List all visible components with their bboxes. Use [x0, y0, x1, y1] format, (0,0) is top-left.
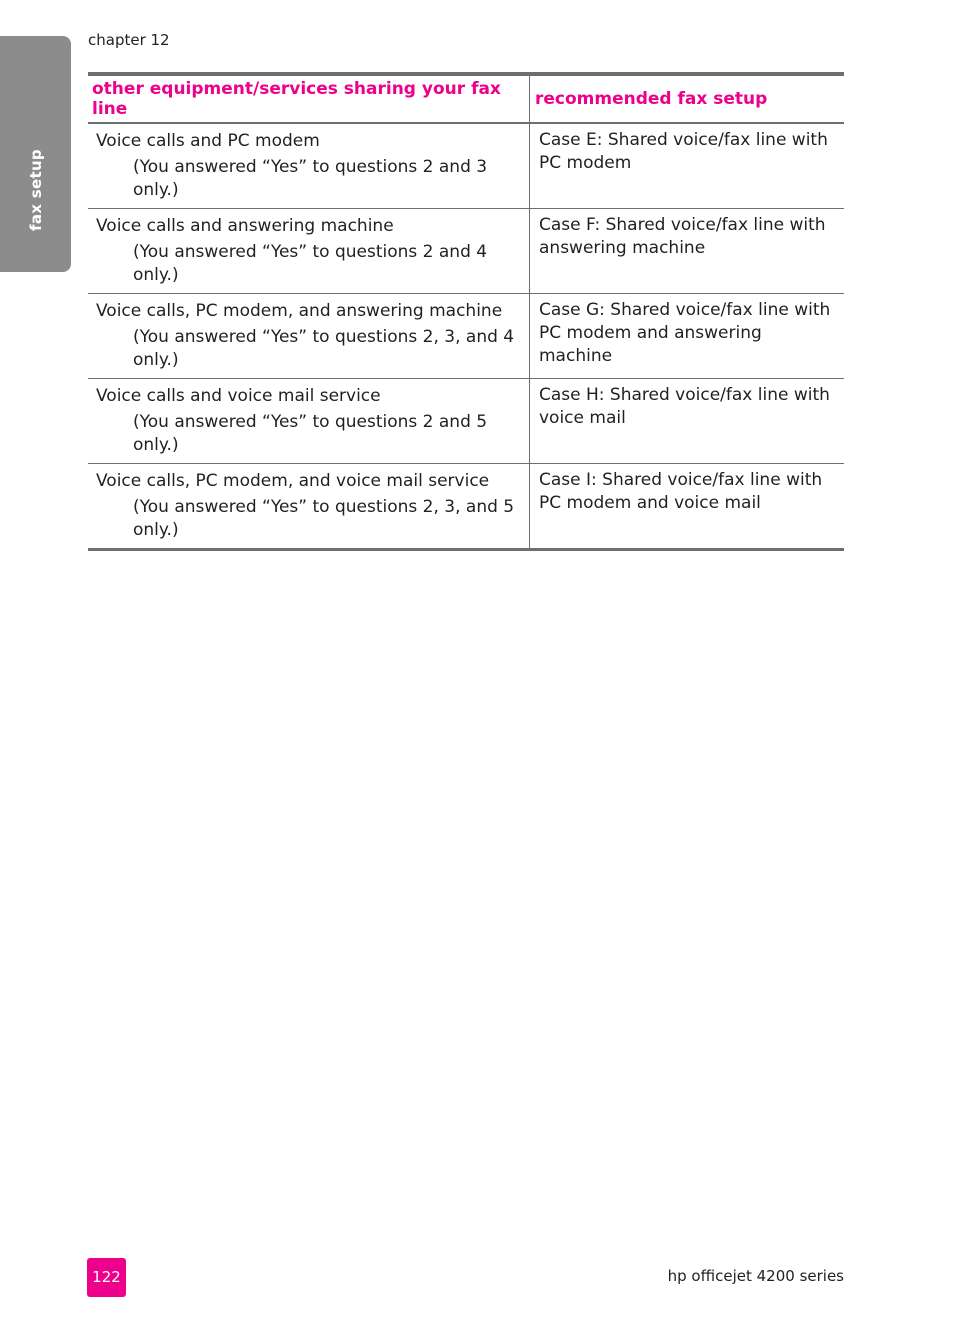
- equipment-cell: [88, 209, 530, 294]
- equipment-cell: [88, 294, 530, 379]
- setup-cell: Case G: Shared voice/fax line with PC modem and answering machine: [530, 294, 845, 379]
- answered-text: (You answered “Yes” to questions 2 and 3 only.): [133, 157, 488, 200]
- equipment-cell: [88, 379, 530, 464]
- setup-cell: Case E: Shared voice/fax line with PC modem: [530, 123, 845, 209]
- answered-text: (You answered “Yes” to questions 2 and 4 only.): [133, 242, 488, 285]
- setup-cell: Case H: Shared voice/fax line with voice mail: [530, 379, 845, 464]
- table-row: [88, 209, 844, 294]
- equipment-text: Voice calls and PC modem: [96, 131, 320, 151]
- side-tab-label: fax setup: [27, 149, 45, 231]
- equipment-text: Voice calls and answering machine: [96, 216, 394, 236]
- answered-text: (You answered “Yes” to questions 2, 3, and 4 only.): [133, 327, 515, 370]
- equipment-cell: [88, 123, 530, 209]
- table-row: [88, 123, 844, 209]
- column-header-setup: recommended fax setup: [530, 74, 845, 123]
- equipment-cell: [88, 464, 530, 550]
- table-row: [88, 379, 844, 464]
- equipment-text: Voice calls and voice mail service: [96, 386, 381, 406]
- setup-cell: Case F: Shared voice/fax line with answering machine: [530, 209, 845, 294]
- answered-text: (You answered “Yes” to questions 2, 3, and 5 only.): [133, 497, 515, 540]
- setup-cell: Case I: Shared voice/fax line with PC modem and voice mail: [539, 470, 823, 513]
- section-side-tab: [0, 36, 71, 272]
- table-row: [88, 294, 844, 379]
- fax-setup-table: [88, 72, 844, 551]
- equipment-text: Voice calls, PC modem, and voice mail service: [96, 471, 490, 491]
- chapter-label: chapter 12: [88, 31, 170, 49]
- page-number-badge: 122: [87, 1258, 126, 1297]
- column-header-equipment: other equipment/services sharing your fax line: [88, 74, 530, 123]
- answered-text: (You answered “Yes” to questions 2 and 5 only.): [133, 412, 488, 455]
- product-series-label: hp officejet 4200 series: [667, 1267, 844, 1285]
- equipment-text: Voice calls, PC modem, and answering machine: [96, 301, 503, 321]
- table-row: [88, 464, 844, 550]
- table-header-row: [88, 74, 844, 123]
